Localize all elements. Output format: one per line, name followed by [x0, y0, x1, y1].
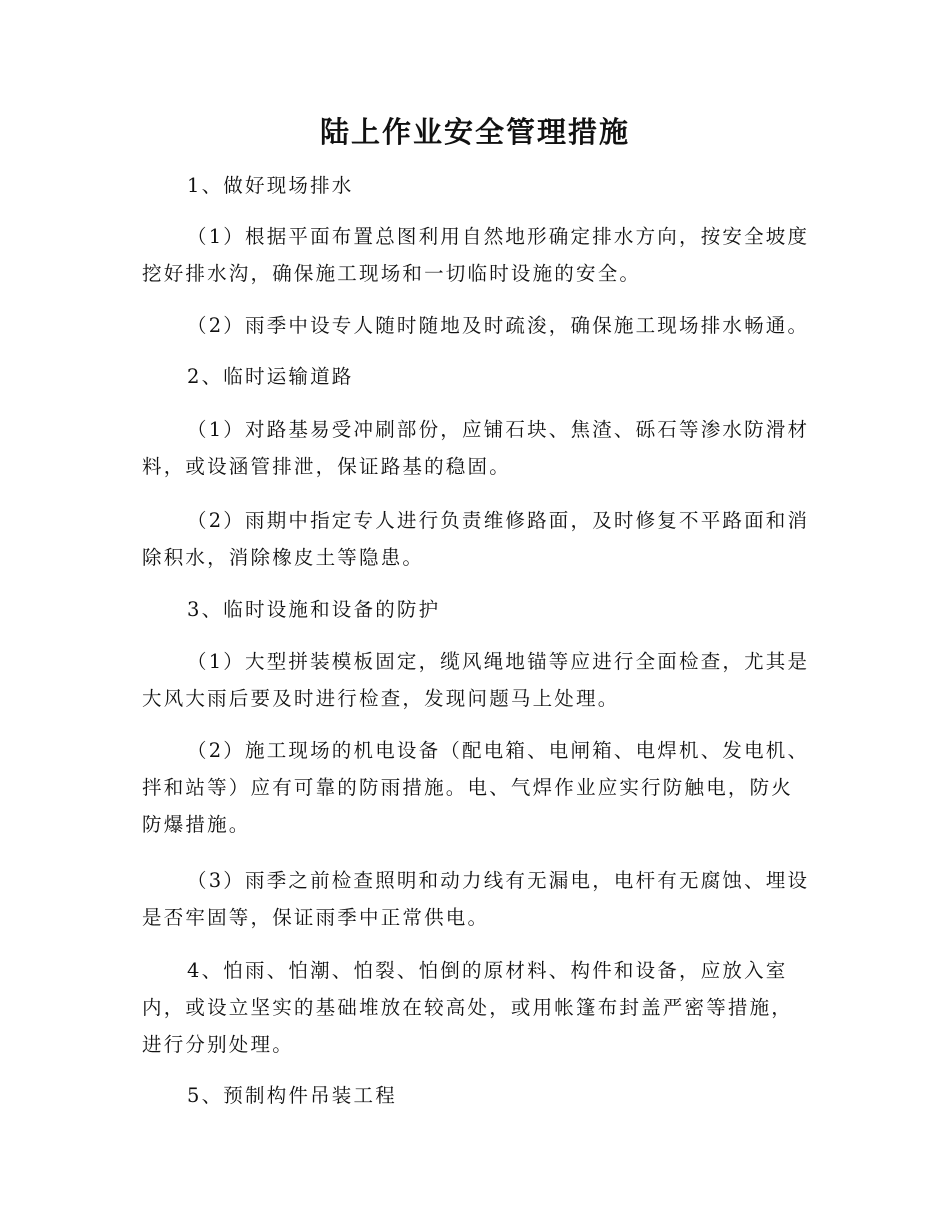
- section-heading-3: 3、临时设施和设备的防护: [187, 598, 441, 621]
- paragraph: （2）雨季中设专人随时随地及时疏浚，确保施工现场排水畅通。: [187, 314, 810, 337]
- paragraph: （3）雨季之前检查照明和动力线有无漏电，电杆有无腐蚀、埋设是否牢固等，保证雨季中正常供电。: [142, 869, 810, 929]
- section-heading-2: 2、临时运输道路: [187, 365, 354, 388]
- section-heading-1: 1、做好现场排水: [187, 174, 354, 197]
- paragraph: （2）雨期中指定专人进行负责维修路面，及时修复不平路面和消除积水，消除橡皮土等隐患。: [142, 509, 810, 569]
- section-heading-4: 4、怕雨、怕潮、怕裂、怕倒的原材料、构件和设备，应放入室内，或设立坚实的基础堆放在较高处，或用帐篷布封盖严密等措施，进行分别处理。: [142, 959, 794, 1056]
- paragraph: （1）大型拼装模板固定，缆风绳地锚等应进行全面检查，尤其是大风大雨后要及时进行检查，发现问题马上处理。: [142, 650, 810, 710]
- paragraph: （1）对路基易受冲刷部份，应铺石块、焦渣、砾石等渗水防滑材料，或设涵管排泄，保证路基的稳固。: [142, 418, 810, 478]
- paragraph: （2）施工现场的机电设备（配电箱、电闸箱、电焊机、发电机、拌和站等）应有可靠的防雨措施。电、气焊作业应实行防触电，防火防爆措施。: [142, 739, 810, 836]
- section-heading-5: 5、预制构件吊装工程: [187, 1084, 397, 1107]
- document-title: 陆上作业安全管理措施: [319, 115, 630, 149]
- paragraph: （1）根据平面布置总图利用自然地形确定排水方向，按安全坡度挖好排水沟，确保施工现场和一切临时设施的安全。: [142, 225, 810, 285]
